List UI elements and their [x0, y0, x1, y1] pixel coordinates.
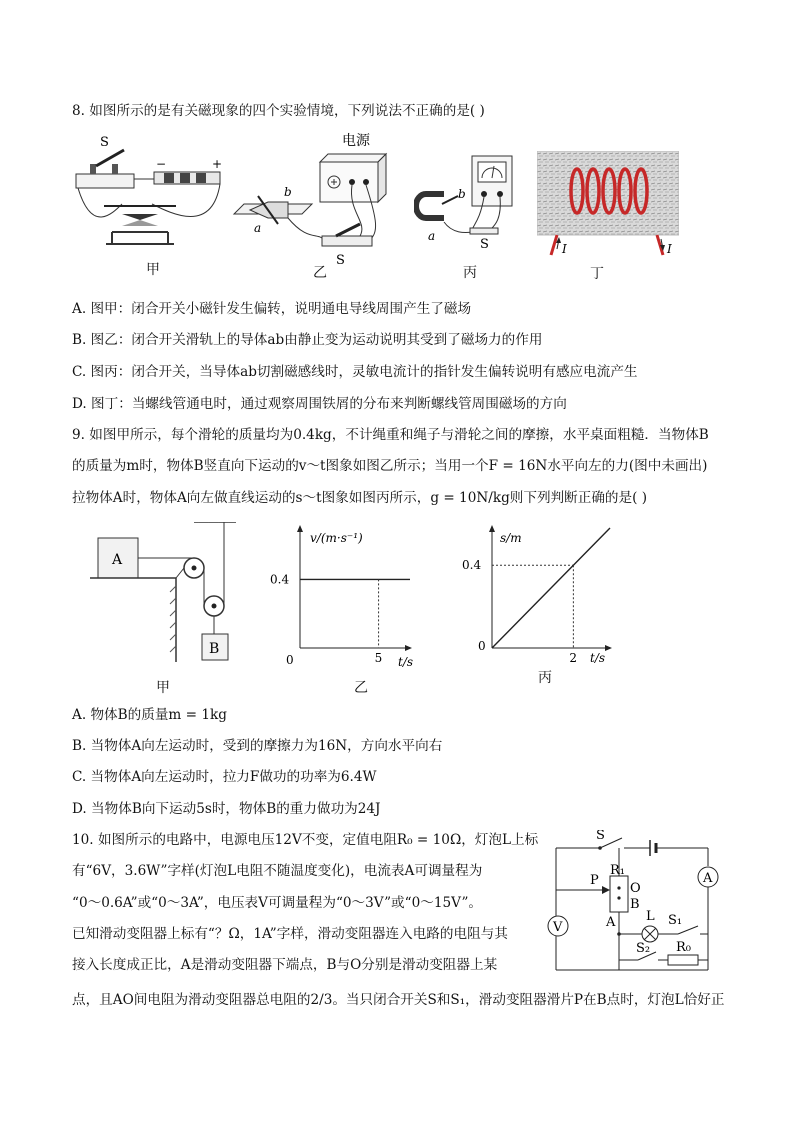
q9-chart-vt [260, 520, 420, 670]
q9-chart-st [460, 520, 620, 670]
q8-bing-a: a [428, 229, 436, 243]
q8-caption-ding: 丁 [590, 266, 604, 282]
st-x-tick: 2 [569, 651, 578, 665]
q8-option-b: B. 图乙：闭合开关滑轨上的导体ab由静止变为运动说明其受到了磁场力的作用 [72, 332, 543, 348]
q9-caption-jia: 甲 [156, 680, 170, 696]
q9-block-b: B [209, 641, 220, 657]
circuit-voltmeter-label: V [553, 920, 563, 935]
q8-jia-minus: − [156, 157, 167, 171]
vt-origin-label: 0 [286, 653, 294, 667]
q10-line-2: 有“6V，3.6W”字样(灯泡L电阻不随温度变化)，电流表A可调量程为 [72, 863, 483, 879]
st-y-tick: 0.4 [462, 558, 482, 573]
q8-figure-yi [228, 132, 398, 272]
circuit-p-label: P [590, 873, 599, 888]
st-origin-label: 0 [478, 639, 486, 653]
q9-option-a: A. 物体B的质量m = 1kg [72, 707, 227, 723]
st-series-line [492, 528, 610, 648]
vt-x-tick: 5 [374, 651, 383, 665]
q9-stem-line-3: 拉物体A时，物体A向左做直线运动的s～t图象如图丙所示，g = 10N/kg则下列判断正确的是( ) [72, 490, 648, 506]
q9-option-c: C. 当物体A向左运动时，拉力F做功的功率为6.4W [72, 769, 377, 785]
q8-yi-switch-label: S [336, 253, 345, 268]
q9-caption-bing: 丙 [538, 670, 552, 686]
q8-yi-power-label: 电源 [342, 133, 370, 149]
circuit-b-label: B [630, 897, 640, 912]
circuit-s1-label: S₁ [668, 913, 683, 928]
q8-option-c: C. 图丙：闭合开关，当导体ab切割磁感线时，灵敏电流计的指针发生偏转说明有感应电流产生 [72, 364, 638, 380]
q10-line-6: 点，且AO间电阻为滑动变阻器总电阻的2/3。当只闭合开关S和S₁，滑动变阻器滑片P在B点时，灯泡L恰好正 [72, 992, 725, 1008]
q10-circuit-diagram [540, 830, 726, 978]
circuit-s-label: S [596, 830, 605, 843]
q9-option-b: B. 当物体A向左运动时，受到的摩擦力为16N，方向水平向右 [72, 738, 443, 754]
q8-caption-jia: 甲 [146, 262, 160, 278]
q8-figure-bing [414, 150, 526, 256]
q9-caption-yi: 乙 [354, 680, 368, 696]
q8-ding-current-left: I [562, 242, 567, 256]
circuit-l-label: L [646, 909, 655, 924]
q8-option-a: A. 图甲：闭合开关小磁针发生偏转，说明通电导线周围产生了磁场 [72, 301, 472, 317]
q9-stem-line-2: 的质量为m时，物体B竖直向下运动的v～t图象如图乙所示；当用一个F = 16N水平向左的力(图中未画出) [72, 458, 708, 474]
q8-bing-b: b [458, 187, 466, 201]
q9-stem-line-1: 9. 如图甲所示，每个滑轮的质量均为0.4kg，不计绳重和绳子与滑轮之间的摩擦，水平桌面粗糙．当物体B [72, 427, 709, 443]
q8-jia-plus: + [212, 157, 223, 171]
q8-caption-bing: 丙 [463, 265, 477, 281]
circuit-o-label: O [630, 881, 641, 896]
q8-jia-switch-label: S [100, 135, 109, 150]
q8-option-d: D. 图丁：当螺线管通电时，通过观察周围铁屑的分布来判断螺线管周围磁场的方向 [72, 396, 567, 412]
vt-x-axis-label: t/s [398, 655, 414, 669]
q10-line-4: 已知滑动变阻器上标有“？Ω，1A”字样，滑动变阻器连入电路的电阻与其 [72, 926, 508, 942]
q8-caption-yi: 乙 [313, 265, 327, 281]
q8-ding-current-right: I [667, 242, 672, 256]
q10-line-5: 接入长度成正比，A是滑动变阻器下端点，B与O分别是滑动变阻器上某 [72, 957, 498, 973]
st-x-axis-label: t/s [590, 651, 606, 665]
q8-bing-switch-label: S [480, 237, 489, 252]
q8-yi-b: b [284, 185, 292, 199]
circuit-ammeter-label: A [703, 871, 713, 886]
q9-block-a: A [112, 552, 123, 568]
q10-line-1: 10. 如图所示的电路中，电源电压12V不变，定值电阻R₀ = 10Ω，灯泡L上标 [72, 832, 539, 848]
circuit-a-label: A [606, 915, 616, 930]
q10-line-3: “0～0.6A”或“0～3A”，电压表V可调量程为“0～3V”或“0～15V”。 [72, 895, 482, 911]
q9-option-d: D. 当物体B向下运动5s时，物体B的重力做功为24J [72, 801, 381, 817]
q8-stem: 8. 如图所示的是有关磁现象的四个实验情境，下列说法不正确的是( ) [72, 103, 485, 119]
circuit-r0-label: R₀ [676, 940, 691, 955]
circuit-s2-label: S₂ [636, 941, 651, 956]
q8-figure-ding [537, 151, 679, 259]
vt-y-tick: 0.4 [270, 572, 290, 587]
q8-yi-a: a [254, 221, 262, 235]
q9-figure-jia [90, 522, 250, 672]
st-y-axis-label: s/m [500, 531, 522, 545]
vt-y-axis-label: v/(m·s⁻¹) [310, 531, 363, 545]
circuit-r1-label: R₁ [610, 863, 625, 878]
